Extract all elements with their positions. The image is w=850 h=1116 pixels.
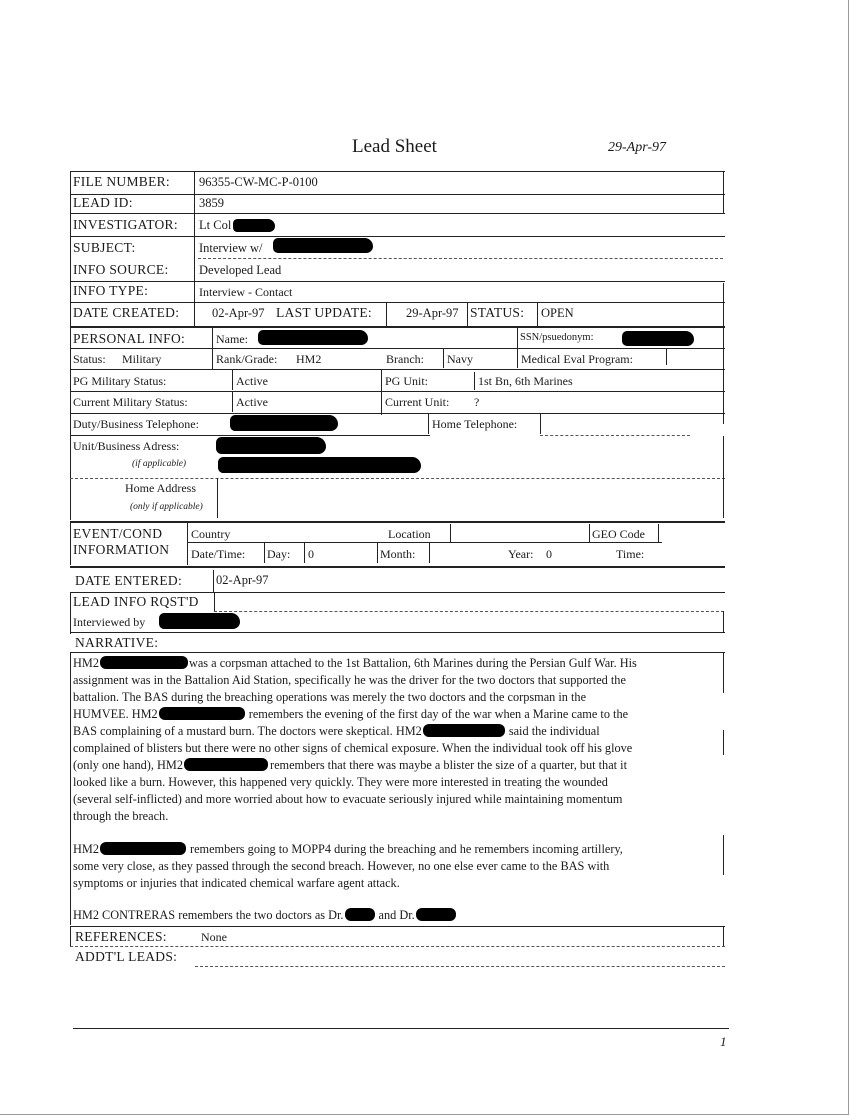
event-info-label: INFORMATION <box>73 542 170 557</box>
status-value: OPEN <box>541 306 574 320</box>
rule <box>377 543 378 563</box>
narrative-text: assignment was in the Battalion Aid Station, specifically he was the driver for the two doctors that supported the <box>73 673 626 687</box>
rule <box>723 835 724 875</box>
info-type-value: Interview - Contact <box>199 285 293 299</box>
rule <box>70 171 725 172</box>
rule <box>213 570 214 592</box>
references-value: None <box>201 930 227 944</box>
status-mil-value: Military <box>122 352 162 366</box>
narrative-text: complained of blisters but there were no other signs of chemical exposure. When the individual took off his glove <box>73 741 633 755</box>
rule <box>540 414 541 434</box>
rule <box>70 653 71 925</box>
subject-label: SUBJECT: <box>73 240 136 255</box>
duty-tel-label: Duty/Business Telephone: <box>73 417 199 431</box>
rule <box>214 611 724 612</box>
day-value: 0 <box>308 547 314 561</box>
rule <box>70 194 725 195</box>
investigator-value: Lt Col <box>199 218 232 232</box>
year-value: 0 <box>546 547 552 561</box>
date-created-label: DATE CREATED: <box>73 305 180 320</box>
name-label: Name: <box>216 332 248 346</box>
home-tel-label: Home Telephone: <box>432 417 518 431</box>
rule <box>70 521 725 523</box>
status-mil-label: Status: <box>73 352 106 366</box>
lead-id-label: LEAD ID: <box>73 195 133 210</box>
date-entered-label: DATE ENTERED: <box>75 573 183 588</box>
rule <box>70 213 725 214</box>
redaction-inline <box>159 707 245 720</box>
narrative-text: remembers the evening of the first day of the war when a Marine came to the <box>248 707 629 721</box>
rule <box>70 523 71 565</box>
redaction-unit-address <box>216 437 326 454</box>
time-label: Time: <box>616 547 645 561</box>
rule <box>540 435 690 436</box>
rule <box>70 566 725 568</box>
rule <box>70 369 725 370</box>
redaction-inline <box>100 842 186 855</box>
narrative-line <box>73 774 608 790</box>
rule <box>304 543 305 563</box>
narrative-text: (several self-inflicted) and more worried about how to evacuate seriously injured while maintaining momentum <box>73 792 623 806</box>
rule <box>70 328 71 520</box>
if-applicable-note: (if applicable) <box>132 459 187 469</box>
file-number-value: 96355-CW-MC-P-0100 <box>199 175 318 189</box>
rule <box>187 542 662 543</box>
info-source-label: INFO SOURCE: <box>73 262 169 277</box>
rule <box>70 236 725 237</box>
rule <box>428 414 429 434</box>
rule <box>517 349 518 368</box>
date-created-value: 02-Apr-97 <box>212 306 265 320</box>
rule <box>70 592 725 593</box>
rule <box>723 328 724 424</box>
geo-code-label: GEO Code <box>592 527 645 541</box>
country-label: Country <box>191 527 231 541</box>
branch-value: Navy <box>447 352 473 366</box>
redaction-investigator <box>233 219 275 232</box>
narrative-text: and Dr. <box>378 908 415 922</box>
lead-id-value: 3859 <box>199 196 224 210</box>
rule <box>723 283 724 328</box>
rule <box>232 392 233 412</box>
narrative-line <box>73 723 600 739</box>
pg-unit-value: 1st Bn, 6th Marines <box>478 374 573 388</box>
last-update-value: 29-Apr-97 <box>406 306 459 320</box>
rule <box>70 281 725 282</box>
subject-value: Interview w/ <box>199 241 263 255</box>
narrative-line <box>73 689 586 705</box>
narrative-line <box>73 740 632 756</box>
day-label: Day: <box>267 547 291 561</box>
header-date: 29-Apr-97 <box>608 140 667 155</box>
last-update-label: LAST UPDATE: <box>276 305 372 320</box>
cur-unit-label: Current Unit: <box>385 395 450 409</box>
redaction-unit-address-2 <box>218 457 421 473</box>
rule <box>232 370 233 390</box>
narrative-text: through the breach. <box>73 809 169 823</box>
home-address-label: Home Address <box>125 481 196 495</box>
redaction-name <box>258 330 368 345</box>
narrative-text: battalion. The BAS during the breaching operations was merely the two doctors and the corpsman in the <box>73 690 587 704</box>
narrative-line <box>73 706 628 722</box>
pg-unit-label: PG Unit: <box>385 374 429 388</box>
cur-mil-status-value: Active <box>236 395 268 409</box>
redaction-duty-tel <box>230 415 338 431</box>
narrative-text: symptoms or injuries that indicated chemical warfare agent attack. <box>73 876 400 890</box>
rule <box>474 372 475 390</box>
rule <box>70 435 430 436</box>
rule <box>217 478 218 518</box>
rule <box>386 302 387 327</box>
rank-value: HM2 <box>296 352 322 366</box>
page-number: 1 <box>720 1034 727 1049</box>
lead-info-label: LEAD INFO RQST'D <box>73 594 199 609</box>
redaction-inline <box>423 724 505 737</box>
redaction-interviewed-by <box>159 613 240 629</box>
narrative-line <box>73 841 623 857</box>
rule <box>70 326 725 328</box>
rule <box>70 413 725 414</box>
rule <box>666 349 667 365</box>
cur-mil-status-label: Current Military Status: <box>73 395 188 409</box>
month-label: Month: <box>380 547 416 561</box>
references-label: REFERENCES: <box>75 929 167 944</box>
rule <box>198 258 723 259</box>
narrative-text: remembers that there was maybe a blister the size of a quarter, but that it <box>269 758 627 772</box>
info-source-value: Developed Lead <box>199 263 282 277</box>
narrative-line <box>73 655 637 671</box>
narrative-line <box>73 907 456 923</box>
narrative-label: NARRATIVE: <box>75 635 159 650</box>
footer-rule <box>73 1028 729 1029</box>
narrative-line <box>73 858 609 874</box>
event-cond-label: EVENT/COND <box>73 526 163 541</box>
rule <box>264 543 265 563</box>
rule <box>70 652 725 653</box>
rule <box>723 730 724 755</box>
rule <box>187 523 188 565</box>
narrative-text: some very close, as they passed through the second breach. However, no one else ever came to the BAS with <box>73 859 610 873</box>
rule <box>381 370 382 415</box>
narrative-line <box>73 875 400 891</box>
rule <box>70 926 725 927</box>
narrative-text: HM2 <box>73 842 99 856</box>
info-type-label: INFO TYPE: <box>73 283 149 298</box>
redaction-inline <box>100 656 188 669</box>
rule <box>723 926 724 946</box>
narrative-line <box>73 757 627 773</box>
rule <box>723 478 724 518</box>
pg-mil-status-label: PG Military Status: <box>73 374 167 388</box>
narrative-line <box>73 791 622 807</box>
rule <box>70 592 71 634</box>
rule <box>70 632 725 633</box>
personal-info-label: PERSONAL INFO: <box>73 331 186 346</box>
rule <box>70 302 725 303</box>
narrative-text: was a corpsman attached to the 1st Battalion, 6th Marines during the Persian Gulf War. His <box>188 656 637 670</box>
narrative-line <box>73 808 168 824</box>
pg-mil-status-value: Active <box>236 374 268 388</box>
narrative-line <box>73 672 626 688</box>
redaction-inline <box>416 908 456 921</box>
page-title: Lead Sheet <box>352 136 437 157</box>
rule <box>723 171 724 213</box>
rule <box>723 653 724 693</box>
addtl-leads-label: ADDT'L LEADS: <box>75 949 178 964</box>
location-label: Location <box>388 527 431 541</box>
rule <box>443 349 444 368</box>
rule <box>195 966 725 967</box>
narrative-text: HM2 <box>73 656 99 670</box>
datetime-label: Date/Time: <box>191 547 246 561</box>
narrative-text: HUMVEE. HM2 <box>73 707 158 721</box>
year-label: Year: <box>508 547 534 561</box>
interviewed-by-label: Interviewed by <box>73 615 146 629</box>
med-eval-label: Medical Eval Program: <box>521 352 633 366</box>
rule <box>429 543 430 563</box>
rule <box>70 391 725 392</box>
rule <box>723 436 724 478</box>
redaction-subject <box>273 238 373 253</box>
narrative-text: HM2 CONTRERAS remembers the two doctors as Dr. <box>73 908 344 922</box>
rule <box>70 926 71 946</box>
redaction-ssn <box>622 331 694 346</box>
narrative-text: (only one hand), HM2 <box>73 758 183 772</box>
unit-address-label: Unit/Business Adress: <box>73 439 180 453</box>
rule <box>723 611 724 632</box>
investigator-label: INVESTIGATOR: <box>73 217 178 232</box>
only-if-applicable-note: (only if applicable) <box>130 502 203 512</box>
rule <box>450 524 451 542</box>
narrative-text: remembers going to MOPP4 during the breaching and he remembers incoming artillery, <box>189 842 623 856</box>
rule <box>212 328 213 370</box>
redaction-inline <box>345 908 375 921</box>
rule <box>70 348 725 349</box>
rule <box>589 524 590 542</box>
rule <box>467 302 468 327</box>
ssn-label: SSN/psuedonym: <box>520 332 594 343</box>
rule <box>214 592 215 612</box>
date-entered-value: 02-Apr-97 <box>216 573 269 587</box>
rule <box>70 946 725 947</box>
file-number-label: FILE NUMBER: <box>73 174 170 189</box>
status-label: STATUS: <box>470 305 525 320</box>
rule <box>658 524 659 542</box>
narrative-text: looked like a burn. However, this happened very quickly. They were more interested in treating the wounded <box>73 775 608 789</box>
rank-label: Rank/Grade: <box>216 352 278 366</box>
narrative-text: said the individual <box>508 724 600 738</box>
rule <box>70 478 725 479</box>
rule <box>517 328 518 348</box>
branch-label: Branch: <box>386 352 424 366</box>
redaction-inline <box>184 758 268 771</box>
rule <box>537 302 538 327</box>
cur-unit-value: ? <box>474 395 480 409</box>
narrative-text: BAS complaining of a mustard burn. The doctors were skeptical. HM2 <box>73 724 422 738</box>
